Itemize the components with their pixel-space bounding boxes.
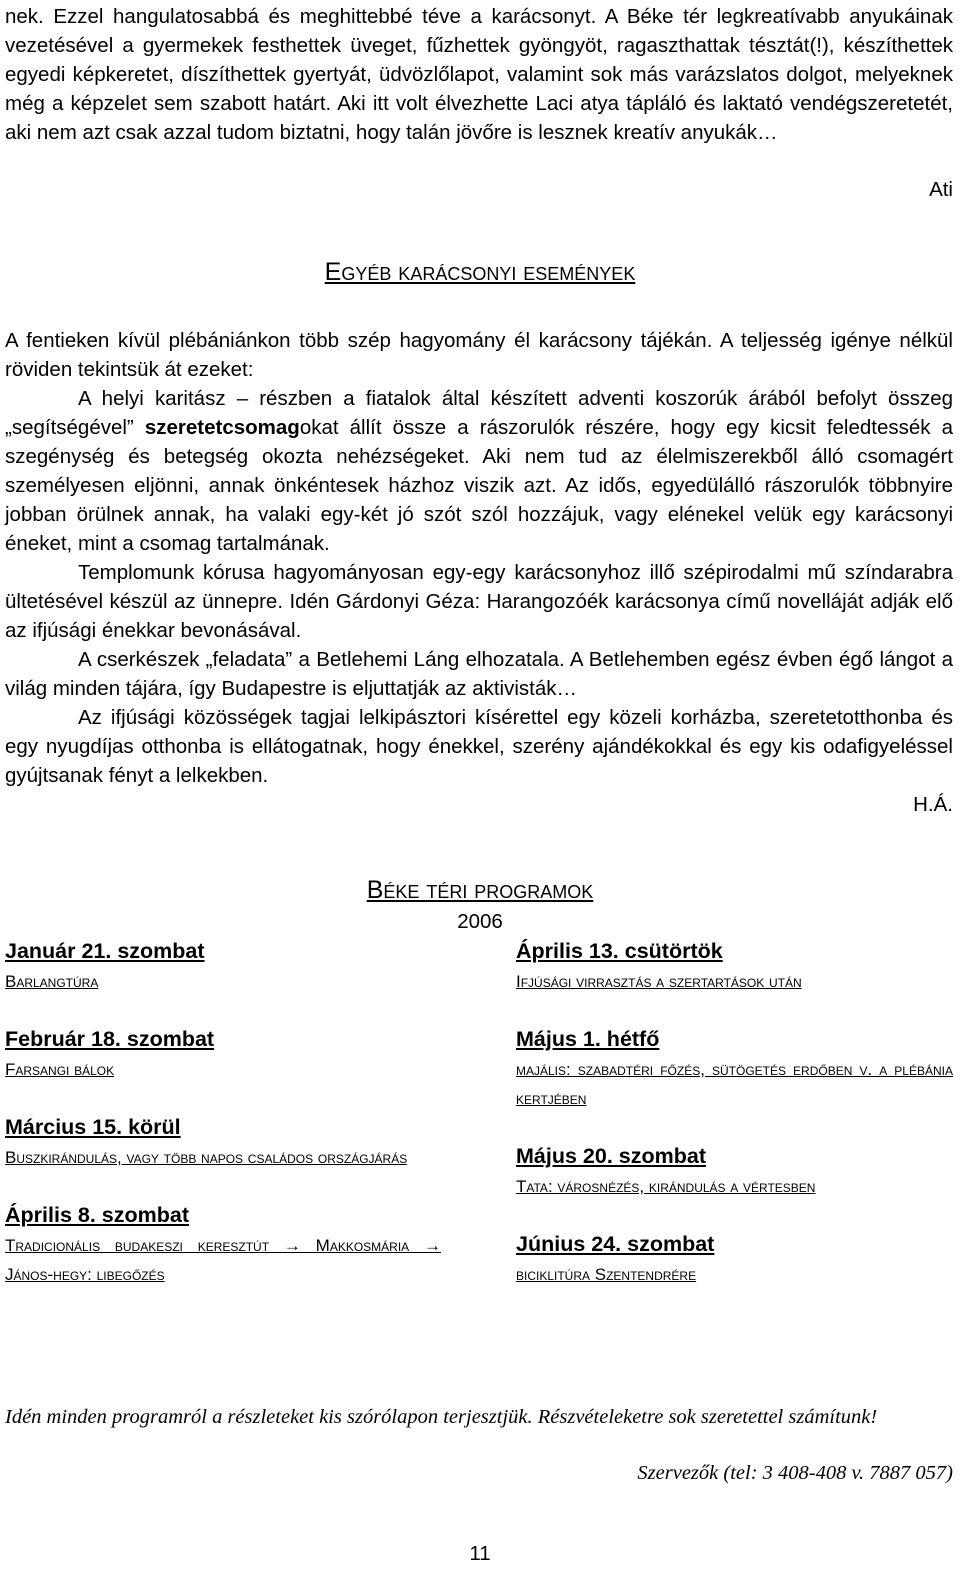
page-number: 11 <box>469 1542 491 1565</box>
program-name: Tata: városnézés, kirándulás a vértesben <box>516 1177 816 1196</box>
program-date: Február 18. szombat <box>5 1027 215 1051</box>
article1-signature: Ati <box>929 178 953 201</box>
program-item <box>5 1024 441 1084</box>
program-item <box>516 936 953 996</box>
program-name: Barlangtúra <box>5 972 99 991</box>
events-paragraph-choir: Templomunk kórusa hagyományosan egy-egy karácsonyhoz illő szépirodalmi mű színdarabra ültetésével készül az ünnepre. Idén Gárdonyi Géza: Harangozóék karácsonya című novelláját adják elő az ifjúsági énekkar bevonásával. <box>5 561 953 642</box>
program-item <box>516 1024 953 1113</box>
program-date: Március 15. körül <box>5 1115 181 1139</box>
program-date: Május 1. hétfő <box>516 1027 660 1051</box>
events-paragraph-scouts: A cserkészek „feladata” a Betlehemi Láng elhozatala. A Betlehemben egész évben égő lángot a világ minden tájára, így Budapestre is eljuttatják az aktivisták… <box>5 648 953 700</box>
program-item <box>5 1112 441 1172</box>
events-intro: A fentieken kívül plébániánkon több szép hagyomány él karácsony tájékán. A teljesség igénye nélkül röviden tekintsük át ezeket: <box>5 329 953 381</box>
program-item <box>5 936 441 996</box>
program-date: Május 20. szombat <box>516 1144 706 1168</box>
program-item <box>516 1141 953 1201</box>
programs-right-column <box>516 936 953 1317</box>
program-name: Farsangi bálok <box>5 1060 115 1079</box>
caritas-text-start: A helyi karitász – részben a fiatalok által készített adventi koszorúk árából befolyt összeg „segítségével” <box>5 387 953 439</box>
caritas-bold-term: szeretetcsomag <box>144 416 300 439</box>
events-article <box>5 326 953 819</box>
section-heading-events: Egyéb karácsonyi események <box>324 258 636 286</box>
program-item <box>516 1229 953 1289</box>
programs-left-column <box>5 936 441 1317</box>
programs-year: 2006 <box>457 910 503 933</box>
footer-note: Idén minden programról a részleteket kis szórólapon terjesztjük. Részvételeketre sok szeretettel számítunk! <box>5 1406 878 1428</box>
caritas-text-end: okat állít össze a rászorulók részére, hogy egy kicsit feledtessék a szegénység és betegség okozta nehézségeket. Aki nem tud az élelmiszerekből álló csomagért személyesen eljönni, annak önkéntesek házhoz viszik azt. Az idős, egyedülálló rászorulók többnyire jobban örülnek annak, ha valaki egy-két jó szót szól hozzájuk, vagy elénekel velük egy karácsonyi éneket, mint a csomag tartalmának. <box>5 416 953 555</box>
program-date: Április 8. szombat <box>5 1203 189 1227</box>
program-name: majális: szabadtéri főzés, sütögetés erdőben v. a plébánia kertjében <box>516 1060 953 1108</box>
program-name: Tradicionális budakeszi keresztút → Makkosmária → János-hegy: libegőzés <box>5 1236 441 1284</box>
events-paragraph-caritas <box>5 384 953 558</box>
program-name: Ifjúsági virrasztás a szertartások után <box>516 972 802 991</box>
program-date: Január 21. szombat <box>5 939 205 963</box>
organizers-contact: Szervezők (tel: 3 408-408 v. 7887 057) <box>637 1462 953 1484</box>
events-paragraph-youth: Az ifjúsági közösségek tagjai lelkipásztori kísérettel egy közeli korházba, szeretetotthonba és egy nyugdíjas otthonba is ellátogatnak, hogy énekkel, szerény ajándékokkal és egy kis odafigyeléssel gyújtsanak fényt a lelkekben. <box>5 706 953 787</box>
article-continued-text <box>5 2 953 204</box>
program-name: biciklitúra Szentendrére <box>516 1265 697 1284</box>
article2-signature: H.Á. <box>913 793 953 816</box>
section-heading-programs: Béke téri programok <box>366 876 594 904</box>
article1-paragraph: nek. Ezzel hangulatosabbá és meghittebbé téve a karácsonyt. A Béke tér legkreatívabb anyukáinak vezetésével a gyermekek festhettek üveget, fűzhettek gyöngyöt, ragaszthattak tésztát(!), készíthettek egyedi képkeretet, díszíthettek gyertyát, üdvözlőlapot, valamint sok más varázslatos dolgot, melyeknek még a képzelet sem szabott határt. Aki itt volt élvezhette Laci atya tápláló és laktató vendégszeretetét, aki nem azt csak azzal tudom biztatni, hogy talán jövőre is lesznek kreatív anyukák… <box>5 5 953 144</box>
program-date: Április 13. csütörtök <box>516 939 723 963</box>
program-date: Június 24. szombat <box>516 1232 715 1256</box>
program-name: Buszkirándulás, vagy több napos családos országjárás <box>5 1148 408 1167</box>
program-item <box>5 1200 441 1289</box>
